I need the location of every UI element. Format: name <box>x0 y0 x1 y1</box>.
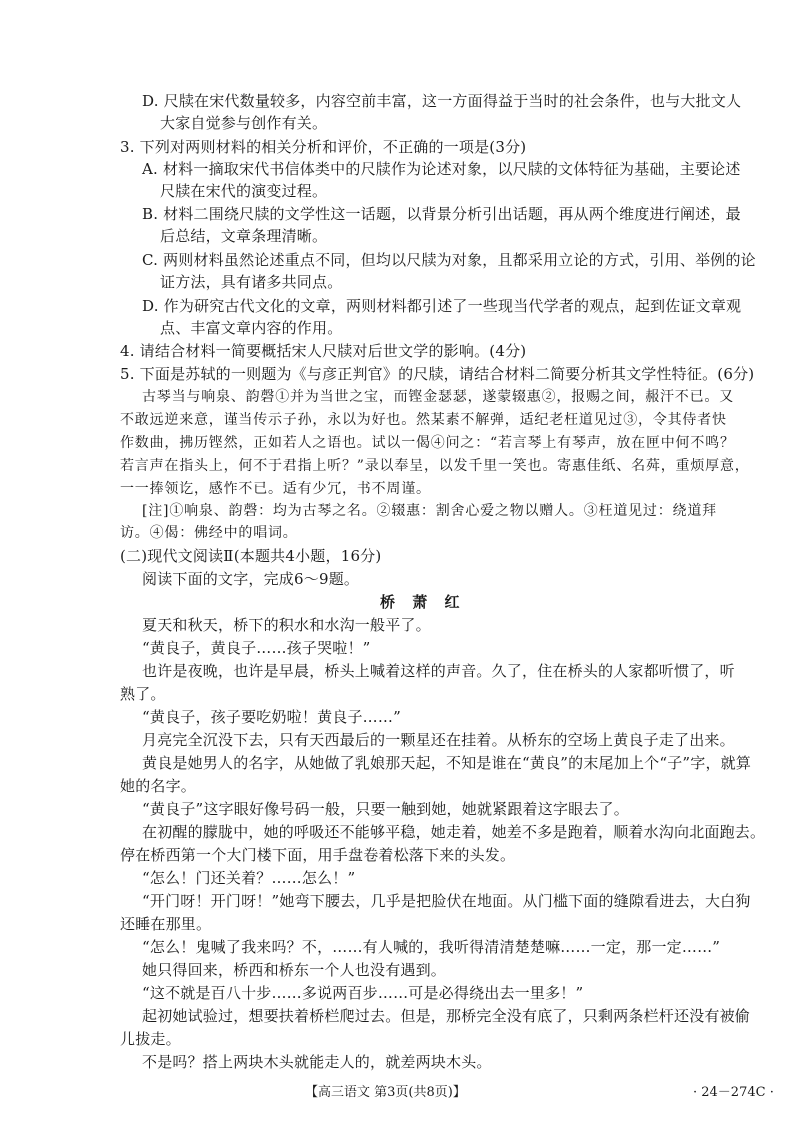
story-line: 起初她试验过，想要扶着桥栏爬过去。但是，那桥完全没有底了，只剩两条栏杆还没有被偷 <box>142 1007 751 1025</box>
story-line: 停在桥西第一个大门楼下面，用手盘卷着松落下来的头发。 <box>120 846 516 864</box>
story-line: “黄良子，黄良子……孩子哭啦！” <box>142 639 371 657</box>
story-line: 在初醒的朦胧中，她的呼吸还不能够平稳，她走着，她差不多是跑着，顺着水沟向北面跑去。 <box>142 823 766 841</box>
story-line: “怎么！门还关着？……怎么！” <box>142 869 356 887</box>
story-line: 也许是夜晚，也许是早晨，桥头上喊着这样的声音。久了，住在桥头的人家都听惯了，听 <box>142 662 735 680</box>
story-line: 月亮完全沉没下去，只有天西最后的一颗星还在挂着。从桥东的空场上黄良子走了出来。 <box>142 731 735 749</box>
story-line: 熟了。 <box>120 685 166 703</box>
story-line: 夏天和秋天，桥下的积水和水沟一般平了。 <box>142 616 431 634</box>
q3-option-b-line1: B. 材料二围绕尺牍的文学性这一话题，以背景分析引出话题，再从两个维度进行阐述，最 <box>142 205 741 223</box>
q5-letter-line: 一一捧领讫，感怍不已。适有少冗，书不周谨。 <box>120 481 431 497</box>
story-line: 还睡在那里。 <box>120 915 212 933</box>
q3-option-c-line1: C. 两则材料虽然论述重点不同，但均以尺牍为对象，且都采用立论的方式，引用、举例的论 <box>142 251 756 269</box>
story-line: “开门呀！开门呀！”她弯下腰去，几乎是把脸伏在地面。从门槛下面的缝隙看进去，大白狗 <box>142 892 751 910</box>
page-footer <box>0 1082 794 1104</box>
story-title: 桥 萧 红 <box>380 593 466 611</box>
q2-option-d-line2: 大家自觉参与创作有关。 <box>160 114 328 132</box>
story-line: 黄良是她男人的名字，从她做了乳娘那天起，不知是谁在“黄良”的末尾加上个“子”字，就算 <box>142 754 752 772</box>
q5-letter-line: 若言声在指头上，何不于君指上听？”录以奉呈，以发千里一笑也。寄惠佳纸、名荈，重烦厚意， <box>120 458 750 474</box>
q3-option-a-line2: 尺牍在宋代的演变过程。 <box>160 182 328 200</box>
section-heading: (二)现代文阅读Ⅱ(本题共4小题，16分) <box>120 547 382 565</box>
section-instruction: 阅读下面的文字，完成6～9题。 <box>142 570 360 588</box>
story-line: 她只得回来，桥西和桥东一个人也没有遇到。 <box>142 961 447 979</box>
q3-option-d-line1: D. 作为研究古代文化的文章，两则材料都引述了一些现当代学者的观点，起到佐证文章观 <box>142 297 742 315</box>
story-line: “这不就是百八十步……多说两百步……可是必得绕出去一里多！” <box>142 984 584 1002</box>
q4-stem: 4. 请结合材料一简要概括宋人尺牍对后世文学的影响。(4分) <box>120 342 527 360</box>
story-line: “黄良子，孩子要吃奶啦！黄良子……” <box>142 708 401 726</box>
page-number-label: 【高三语文 第3页(共8页)】 <box>305 1085 466 1100</box>
q3-option-d-line2: 点、丰富文章内容的作用。 <box>160 319 343 337</box>
q3-option-a-line1: A. 材料一摘取宋代书信体类中的尺牍作为论述对象，以尺牍的文体特征为基础，主要论述 <box>142 160 741 178</box>
story-line: 她的名字。 <box>120 777 197 795</box>
story-line: 儿拔走。 <box>120 1030 181 1048</box>
q5-note-line: [注]①响泉、韵磬：均为古琴之名。②辍惠：割舍心爱之物以赠人。③枉道见过：绕道拜 <box>142 503 717 519</box>
q5-letter-line: 不敢远逆来意，谨当传示子孙，永以为好也。然某素不解弹，适纪老枉道见过③，令其侍者快 <box>120 412 727 428</box>
q5-letter-line: 作数曲，拂历铿然，正如若人之语也。试以一偈④问之：“若言琴上有琴声，放在匣中何不鸣？ <box>120 435 735 451</box>
q5-letter-line: 古琴当与响泉、韵磬①并为当世之宝，而铿金瑟瑟，遂蒙辍惠②，报赐之间，赧汗不已。又 <box>142 389 734 405</box>
exam-code: · 24－274C · <box>693 1085 774 1100</box>
q3-option-c-line2: 证方法，具有诸多共同点。 <box>160 273 343 291</box>
q5-stem: 5. 下面是苏轼的一则题为《与彦正判官》的尺牍，请结合材料二简要分析其文学性特征。(6分) <box>120 365 755 383</box>
q3-option-b-line2: 后总结，文章条理清晰。 <box>160 227 328 245</box>
q5-note-line: 访。④偈：佛经中的唱词。 <box>120 525 298 541</box>
story-line: 不是吗？搭上两块木头就能走人的，就差两块木头。 <box>142 1053 492 1071</box>
story-line: “怎么！鬼喊了我来吗？不，……有人喊的，我听得清清楚楚嘛……一定，那一定……” <box>142 938 721 956</box>
story-line: “黄良子”这字眼好像号码一般，只要一触到她，她就紧跟着这字眼去了。 <box>142 800 629 818</box>
q2-option-d-line1: D. 尺牍在宋代数量较多，内容空前丰富，这一方面得益于当时的社会条件，也与大批文人 <box>142 92 742 110</box>
q3-stem: 3. 下列对两则材料的相关分析和评价，不正确的一项是(3分) <box>120 138 527 156</box>
